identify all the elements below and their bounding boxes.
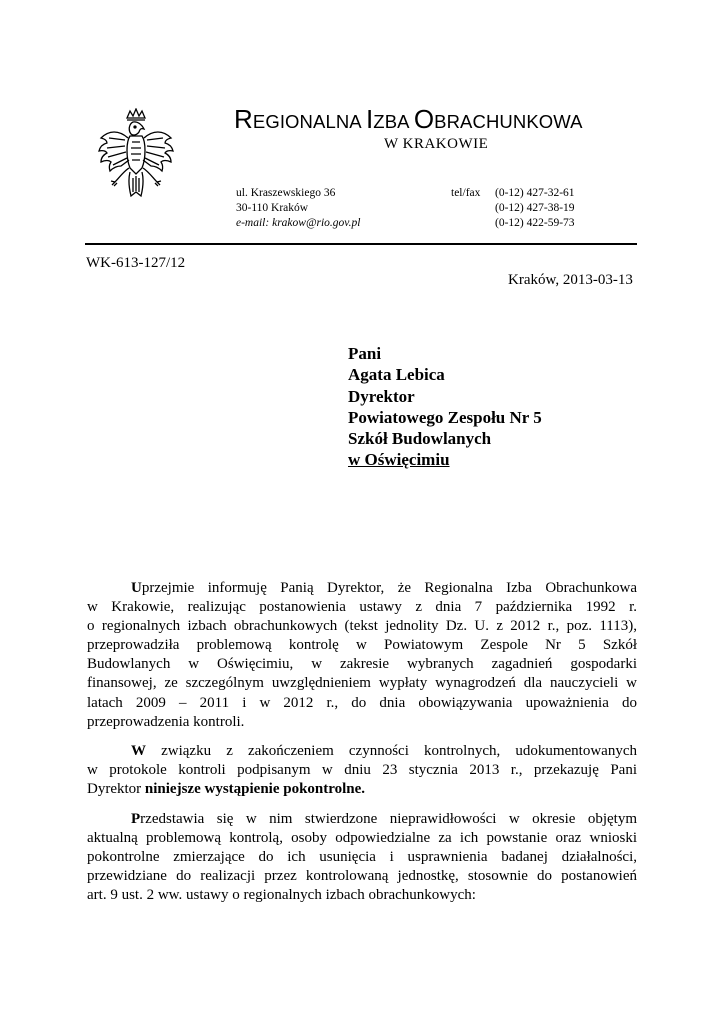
paragraph-line: W związku z zakończeniem czynności kontrolnych, udokumentowanych [131,743,637,759]
addressee-line: Pani [348,344,382,363]
paragraph-line: pokontrolne zmierzające do ich usunięcia i usprawnienia badanej działalności, [87,849,637,866]
paragraph-line: przeprowadziła problemową kontrolę w Powiatowym Zespole Nr 5 Szkół [87,637,637,654]
address-city: 30-110 Kraków [236,202,309,214]
addressee-line: Szkół Budowlanych [348,429,492,449]
organization-subtitle: W KRAKOWIE [384,136,489,152]
addressee-line: Agata Lebica [348,365,445,385]
body-paragraph-2 [87,742,637,799]
eagle-emblem-icon [95,108,177,206]
phone-number: (0-12) 427-38-19 [495,202,575,214]
paragraph-line: Uprzejmie informuję Panią Dyrektor, że Regionalna Izba Obrachunkowa [131,580,637,596]
addressee-block [348,343,542,471]
paragraph-line: aktualną problemową kontrolą, osoby odpowiedzialne za ich powstanie oraz wnioski [87,830,637,847]
addressee-line: w Oświęcimiu [348,450,450,470]
address-block [236,186,360,231]
body-paragraph-1 [87,579,637,732]
paragraph-line: w protokole kontroli podpisanym w dniu 23 stycznia 2013 r., przekazuję Pani [87,762,637,779]
address-email: e-mail: krakow@rio.gov.pl [236,217,361,229]
paragraph-line: przeprowadzenia kontroli. [87,713,245,730]
paragraph-line: w Krakowie, realizując postanowienia ustawy z dnia 7 października 1992 r. [87,599,637,616]
paragraph-line: o regionalnych izbach obrachunkowych (tekst jednolity Dz. U. z 2012 r., poz. 1113), [87,618,637,635]
paragraph-line: przewidziane do realizacji przez kontrolowaną jednostkę, stosownie do postanowień [87,868,637,885]
reference-number: WK-613-127/12 [86,255,186,271]
paragraph-line: finansowej, ze szczególnym uwzględnieniem wypłaty wynagrodzeń dla nauczycieli w [87,675,637,692]
phone-number: (0-12) 427-32-61 [495,187,575,199]
phone-numbers [495,186,575,231]
addressee-line: Powiatowego Zespołu Nr 5 [348,407,542,427]
paragraph-line: Budowlanych w Oświęcimiu, w zakresie wybranych zagadnień gospodarki [87,656,637,673]
addressee-line: Dyrektor [348,386,415,406]
address-street: ul. Kraszewskiego 36 [236,187,336,199]
phone-number: (0-12) 422-59-73 [495,217,575,229]
paragraph-line: latach 2009 – 2011 i w 2012 r., do dnia obowiązywania upoważnienia do [87,694,637,711]
date-line: Kraków, 2013-03-13 [508,272,633,288]
body-paragraph-3 [87,810,637,905]
header-divider [85,243,637,245]
paragraph-line: Dyrektor niniejsze wystąpienie pokontrolne. [87,781,366,798]
organization-name: REGIONALNA IZBA OBRACHUNKOWA [234,104,583,134]
paragraph-line: Przedstawia się w nim stwierdzone nieprawidłowości w okresie objętym [131,811,637,827]
telfax-label: tel/fax [451,187,481,199]
paragraph-line: art. 9 ust. 2 ww. ustawy o regionalnych izbach obrachunkowych: [87,887,476,904]
